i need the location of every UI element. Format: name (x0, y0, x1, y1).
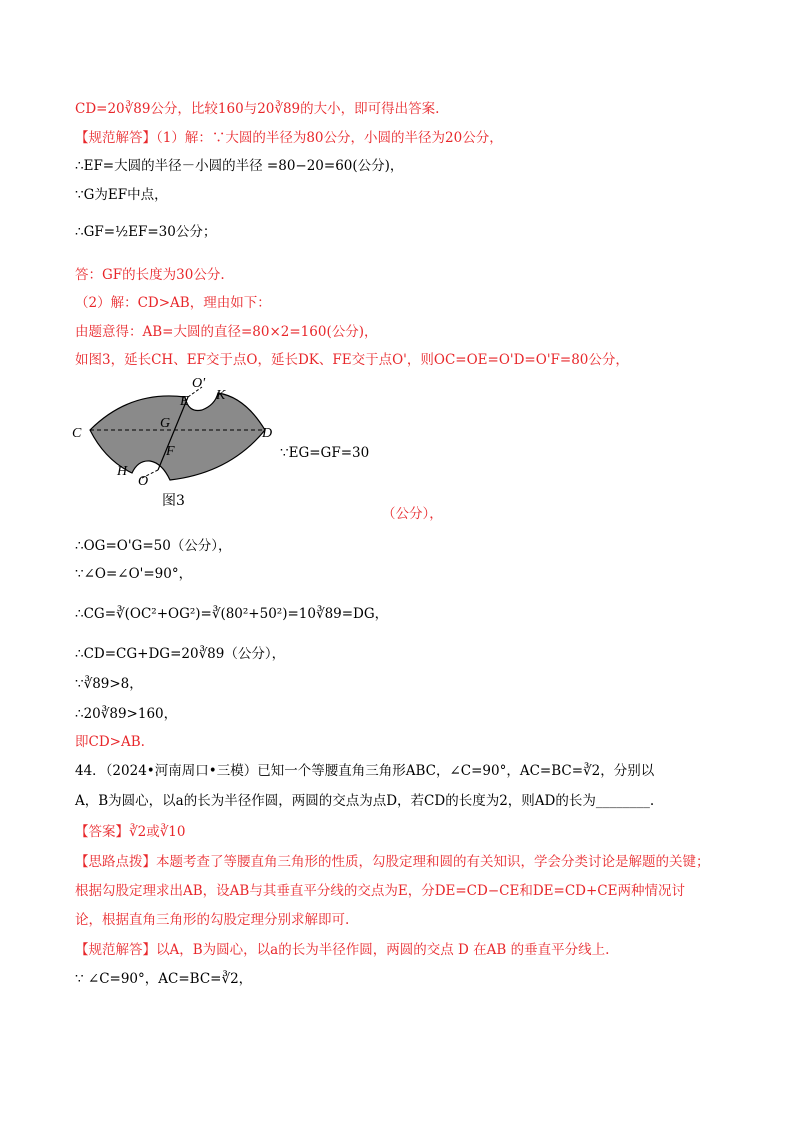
line-14: ∴CG=∛(OC²+OG²)=∛(80²+50²)=10∛89=DG， (75, 606, 389, 622)
line-6: 答：GF的长度为30公分. (75, 267, 225, 283)
line-13: ∵∠O=∠O'=90°， (75, 566, 193, 582)
label-h: H (117, 464, 128, 479)
line-3: ∴EF=大圆的半径－小圆的半径 =80−20=60(公分)， (75, 158, 404, 174)
label-oprime: O' (192, 376, 206, 391)
label-e: E (180, 394, 189, 409)
label-k: K (216, 388, 226, 403)
label-c: C (72, 426, 82, 441)
label-o: O (138, 474, 149, 489)
label-g: G (160, 416, 171, 431)
line-15: ∴CD=CG+DG=20∛89（公分）， (75, 646, 286, 662)
line-18: 即CD>AB. (75, 734, 145, 750)
line-2: 【规范解答】（1）解：∵大圆的半径为80公分，小圆的半径为20公分， (75, 130, 503, 146)
line-5: ∴GF=½EF=30公分； (75, 224, 217, 240)
line-12: ∴OG=O'G=50（公分）， (75, 538, 232, 554)
line-10: ∵EG=GF=30 (280, 445, 370, 461)
line-26: ∵ ∠C=90°，AC=BC=∛2， (75, 971, 253, 987)
line-19: 44．（2024•河南周口•三模）已知一个等腰直角三角形ABC，∠C=90°，AC=BC=∛2，分别以 (75, 763, 655, 779)
label-d: D (262, 426, 273, 441)
line-22: 【思路点拨】本题考查了等腰直角三角形的性质，勾股定理和圆的有关知识，学会分类讨论是解题的关键； (75, 854, 710, 870)
line-21: 【答案】∛2或∛10 (75, 824, 186, 840)
line-4: ∵G为EF中点， (75, 187, 168, 203)
figure-caption: 图3 (162, 493, 185, 509)
text: CD=20∛89公分，比较160与20∛89的大小，即可得出答案. (75, 101, 440, 117)
line-9: 如图3，延长CH、EF交于点O，延长DK、FE交于点O'，则OC=OE=O'D=O'F=80公分， (75, 352, 629, 368)
line-11: （公分）， (382, 506, 443, 522)
line-17: ∴20∛89>160， (75, 706, 178, 722)
line-24: 论，根据直角三角形的勾股定理分别求解即可. (75, 912, 350, 928)
line-7: （2）解：CD>AB，理由如下： (75, 295, 271, 311)
line-16: ∵∛89>8， (75, 676, 143, 692)
label-f: F (166, 444, 175, 459)
line-8: 由题意得：AB=大圆的直径=80×2=160(公分)， (75, 324, 378, 340)
line-1 (75, 100, 439, 118)
figure-3-diagram (70, 375, 290, 490)
line-23: 根据勾股定理求出AB，设AB与其垂直平分线的交点为E，分DE=CD−CE和DE=CD+CE两种情况讨 (75, 883, 685, 899)
line-20: A，B为圆心，以a的长为半径作圆，两圆的交点为点D，若CD的长度为2，则AD的长为________. (75, 793, 655, 809)
line-25: 【规范解答】以A，B为圆心，以a的长为半径作圆，两圆的交点 D 在AB 的垂直平分线上. (75, 942, 610, 958)
